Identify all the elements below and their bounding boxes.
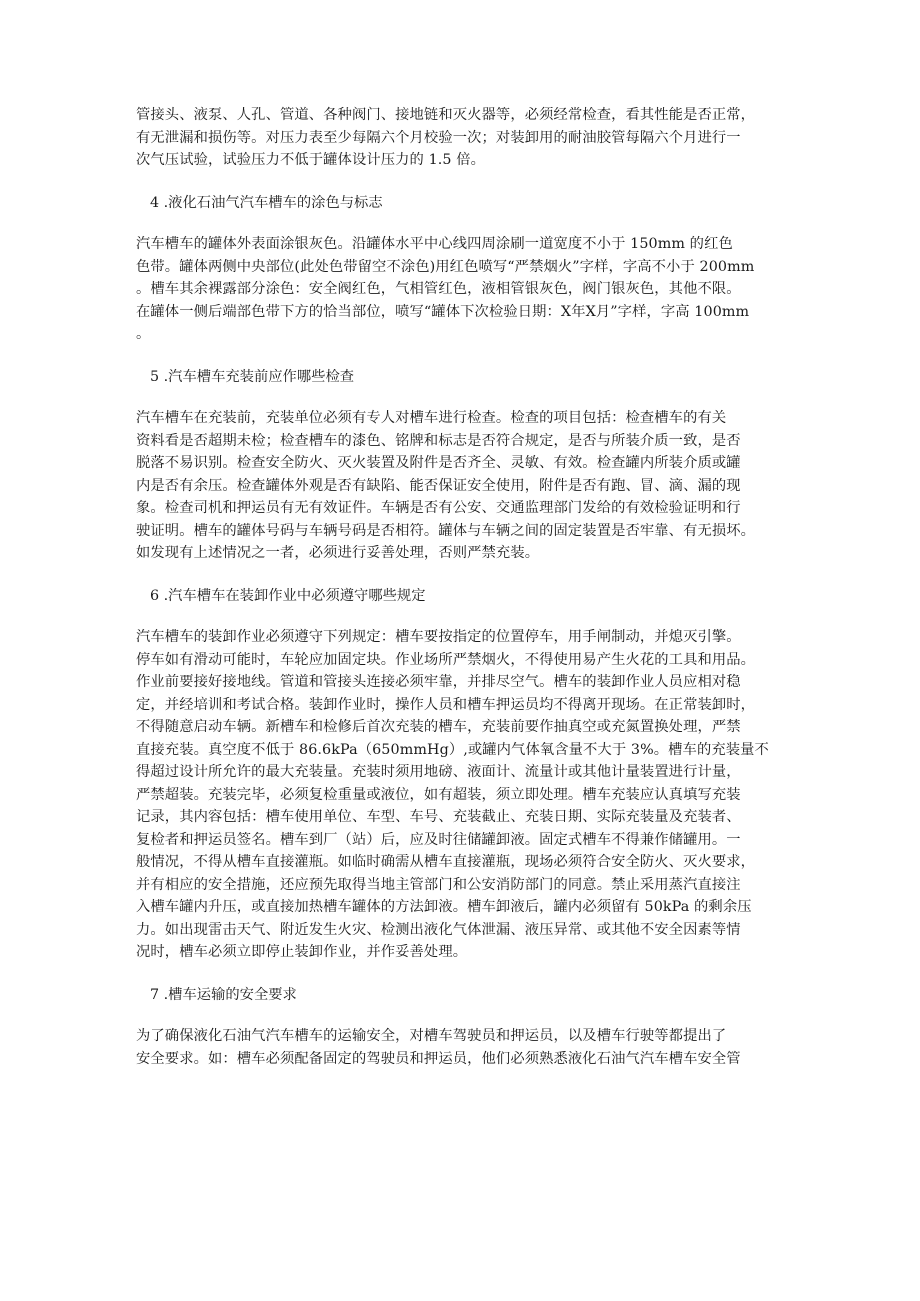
paragraph-line: 况时，槽车必须立即停止装卸作业，并作妥善处理。 [136,944,468,960]
paragraph-line: 直接充装。真空度不低于 86.6kPa（650mmHg）,或罐内气体氧含量不大于 3%。槽车的充装量不 [136,741,769,758]
paragraph-line: 管接头、液泵、人孔、管道、各种阀门、接地链和灭火器等，必须经常检查，看其性能是否正常， [136,107,756,123]
paragraph-line: 记录，其内容包括：槽车使用单位、车型、车号、充装截止、充装日期、实际充装量及充装者、 [136,809,741,825]
paragraph-line: 复检者和押运员签名。槽车到厂（站）后，应及时往储罐卸液。固定式槽车不得兼作储罐用。一 [136,831,741,848]
section-7-heading: 7 .槽车运输的安全要求 [150,986,297,1003]
section-4-paragraph [136,233,800,346]
paragraph-line: 并有相应的安全措施，还应预先取得当地主管部门和公安消防部门的同意。禁止采用蒸汽直接注 [136,876,741,893]
section-6-heading: 6 .汽车槽车在装卸作业中必须遵守哪些规定 [150,587,426,604]
paragraph-line: 安全要求。如：槽车必须配备固定的驾驶员和押运员，他们必须熟悉液化石油气汽车槽车安全管 [136,1050,741,1067]
paragraph-line: 作业前要接好接地线。管道和管接头连接必须牢靠，并排尽空气。槽车的装卸作业人员应相对稳 [136,674,741,690]
paragraph-line: 不得随意启动车辆。新槽车和检修后首次充装的槽车，充装前要作抽真空或充氮置换处理，严禁 [136,719,741,735]
paragraph-line: 力。如出现雷击天气、附近发生火灾、检测出液化气体泄漏、液压异常、或其他不安全因素等情 [136,921,741,938]
paragraph-line: 入槽车罐内升压，或直接加热槽车罐体的方法卸液。槽车卸液后，罐内必须留有 50kPa 的剩余压 [136,899,752,915]
document-page [136,104,800,1070]
paragraph-line: 驶证明。槽车的罐体号码与车辆号码是否相符。罐体与车辆之间的固定装置是否牢靠、有无损坏。 [136,522,756,539]
paragraph-line: 次气压试验，试验压力不低于罐体设计压力的 1.5 倍。 [136,152,486,168]
section-7-paragraph [136,1025,800,1070]
paragraph-line: 象。检查司机和押运员有无有效证件。车辆是否有公安、交通监理部门发给的有效检验证明和行 [136,500,741,516]
paragraph-line: 色带。罐体两侧中央部位(此处色带留空不涂色)用红色喷写“严禁烟火”字样，字高不小于 200mm [136,258,755,275]
paragraph-line: 在罐体一侧后端部色带下方的恰当部位，喷写“罐体下次检验日期：X年X月”字样，字高 100mm [136,303,750,320]
paragraph-line: 汽车槽车的罐体外表面涂银灰色。沿罐体水平中心线四周涂刷一道宽度不小于 150mm 的红色 [136,236,733,252]
section-5-paragraph [136,407,800,565]
paragraph-line: 停车如有滑动可能时，车轮应加固定块。作业场所严禁烟火，不得使用易产生火花的工具和用品。 [136,651,756,668]
section-4-heading: 4 .液化石油气汽车槽车的涂色与标志 [150,194,383,211]
paragraph-line: 得超过设计所允许的最大充装量。充装时须用地磅、液面计、流量计或其他计量装置进行计量， [136,764,741,780]
paragraph-line: 严禁超装。充装完毕，必须复检重量或液位，如有超装，须立即处理。槽车充装应认真填写充装 [136,786,741,803]
intro-paragraph [136,104,800,172]
paragraph-line: 汽车槽车的装卸作业必须遵守下列规定：槽车要按指定的位置停车，用手闸制动，并熄灭引擎。 [136,629,741,645]
paragraph-line: 为了确保液化石油气汽车槽车的运输安全，对槽车驾驶员和押运员，以及槽车行驶等都提出了 [136,1028,727,1044]
paragraph-line: 如发现有上述情况之一者，必须进行妥善处理，否则严禁充装。 [136,545,540,561]
section-6-paragraph [136,626,800,964]
paragraph-line: 。槽车其余裸露部分涂色：安全阀红色，气相管红色，液相管银灰色，阀门银灰色，其他不限。 [136,281,741,297]
paragraph-line: 定，并经培训和考试合格。装卸作业时，操作人员和槽车押运员均不得离开现场。在正常装卸时， [136,696,756,713]
paragraph-line: 有无泄漏和损伤等。对压力表至少每隔六个月校验一次；对装卸用的耐油胶管每隔六个月进行一 [136,129,741,146]
paragraph-line: 。 [136,326,151,342]
paragraph-line: 汽车槽车在充装前，充装单位必须有专人对槽车进行检查。检查的项目包括：检查槽车的有关 [136,410,727,426]
paragraph-line: 般情况，不得从槽车直接灌瓶。如临时确需从槽车直接灌瓶，现场必须符合安全防火、灭火要求， [136,854,756,870]
paragraph-line: 资料看是否超期未检；检查槽车的漆色、铭牌和标志是否符合规定，是否与所装介质一致，是否 [136,432,741,449]
paragraph-line: 内是否有余压。检查罐体外观是否有缺陷、能否保证安全使用，附件是否有跑、冒、滴、漏的现 [136,477,741,494]
section-5-heading: 5 .汽车槽车充装前应作哪些检查 [150,368,355,385]
paragraph-line: 脱落不易识别。检查安全防火、灭火装置及附件是否齐全、灵敏、有效。检查罐内所装介质或罐 [136,455,741,471]
